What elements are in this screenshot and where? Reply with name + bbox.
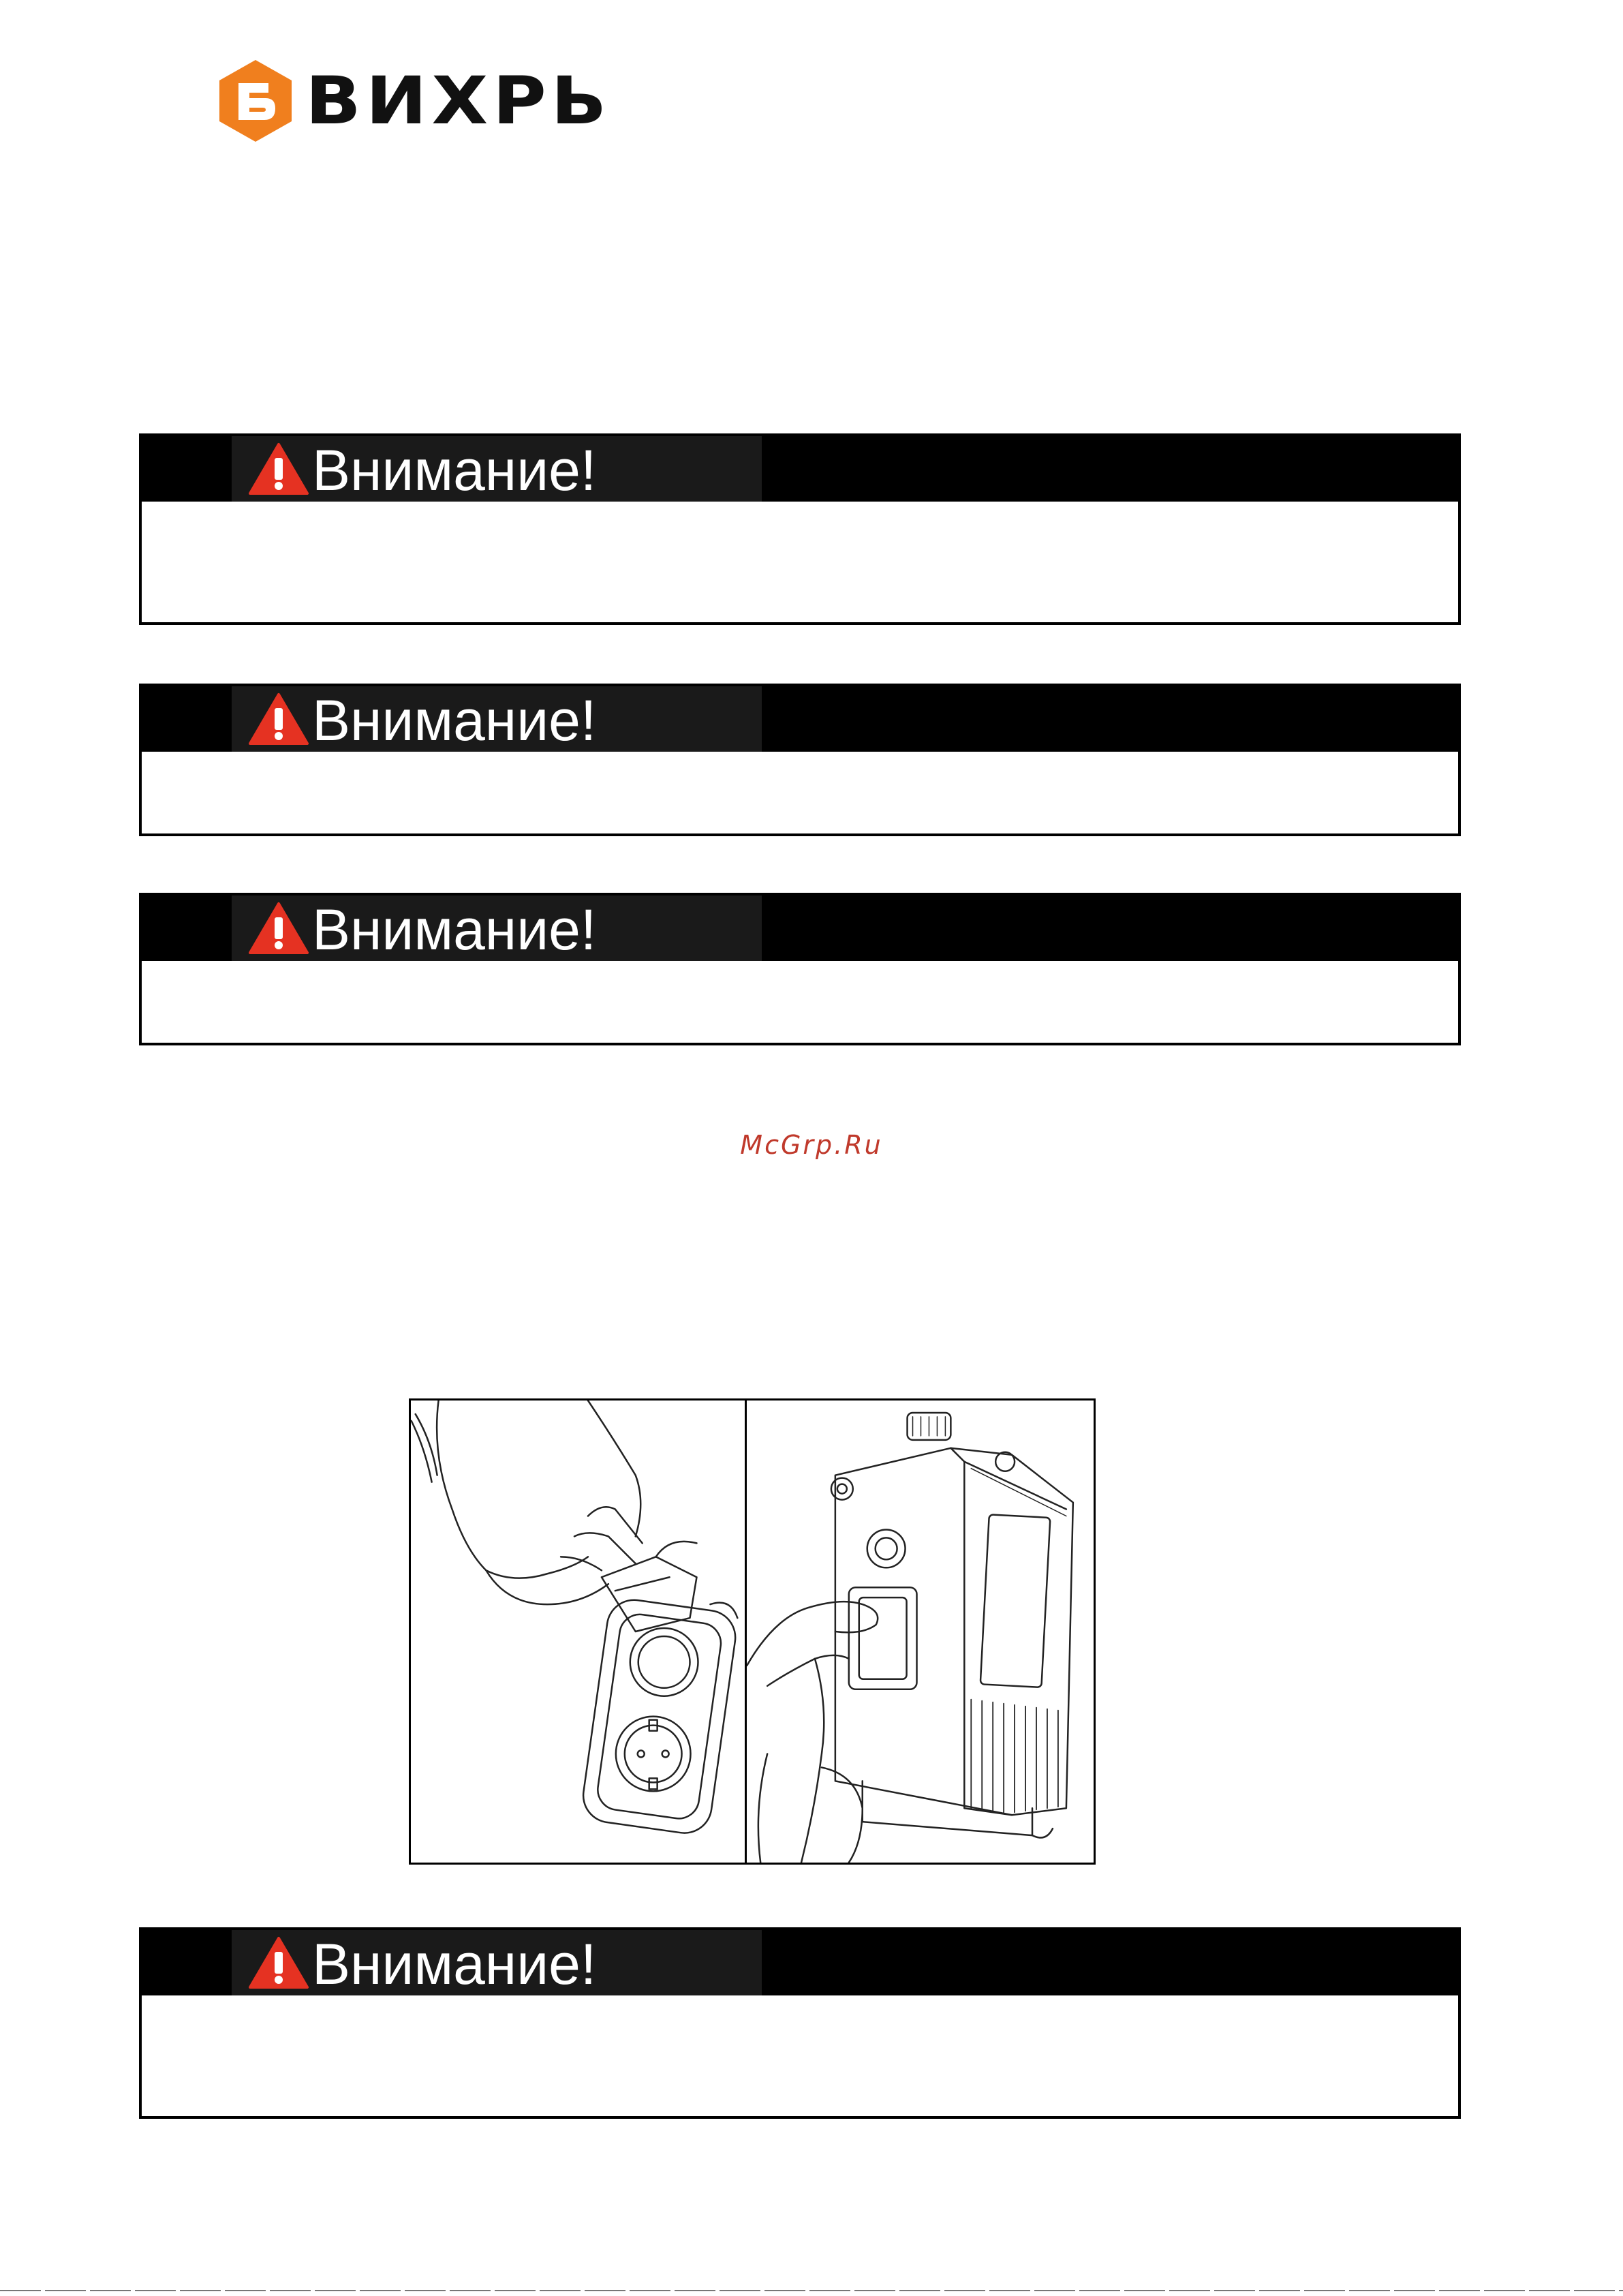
warning-header	[142, 436, 1458, 502]
watermark-text: McGrp.Ru	[740, 1130, 883, 1160]
press-power-button-illustration	[747, 1400, 1094, 1863]
warning-triangle-icon	[248, 692, 309, 746]
warning-label	[232, 896, 762, 961]
warning-title: Внимание!	[312, 1932, 597, 1996]
warning-triangle-icon	[248, 901, 309, 955]
page-bottom-rule	[0, 2290, 1623, 2291]
brand-name: ВИХРЬ	[305, 63, 612, 139]
warning-label	[232, 436, 762, 502]
warning-title: Внимание!	[312, 898, 597, 962]
plug-into-socket-illustration	[411, 1400, 747, 1863]
warning-box-3	[139, 893, 1461, 1045]
warning-triangle-icon	[248, 1935, 309, 1990]
warning-header	[142, 896, 1458, 961]
warning-header	[142, 1930, 1458, 1995]
warning-label	[232, 1930, 762, 1995]
warning-box-2	[139, 684, 1461, 836]
warning-title: Внимание!	[312, 438, 597, 502]
warning-box-1	[139, 433, 1461, 625]
hexagon-b-logo-icon	[218, 59, 293, 143]
warning-label	[232, 686, 762, 752]
warning-title: Внимание!	[312, 688, 597, 752]
warning-header	[142, 686, 1458, 752]
warning-triangle-icon	[248, 442, 309, 496]
brand-logo	[218, 59, 612, 143]
warning-box-4	[139, 1927, 1461, 2119]
instruction-figure	[409, 1398, 1096, 1865]
